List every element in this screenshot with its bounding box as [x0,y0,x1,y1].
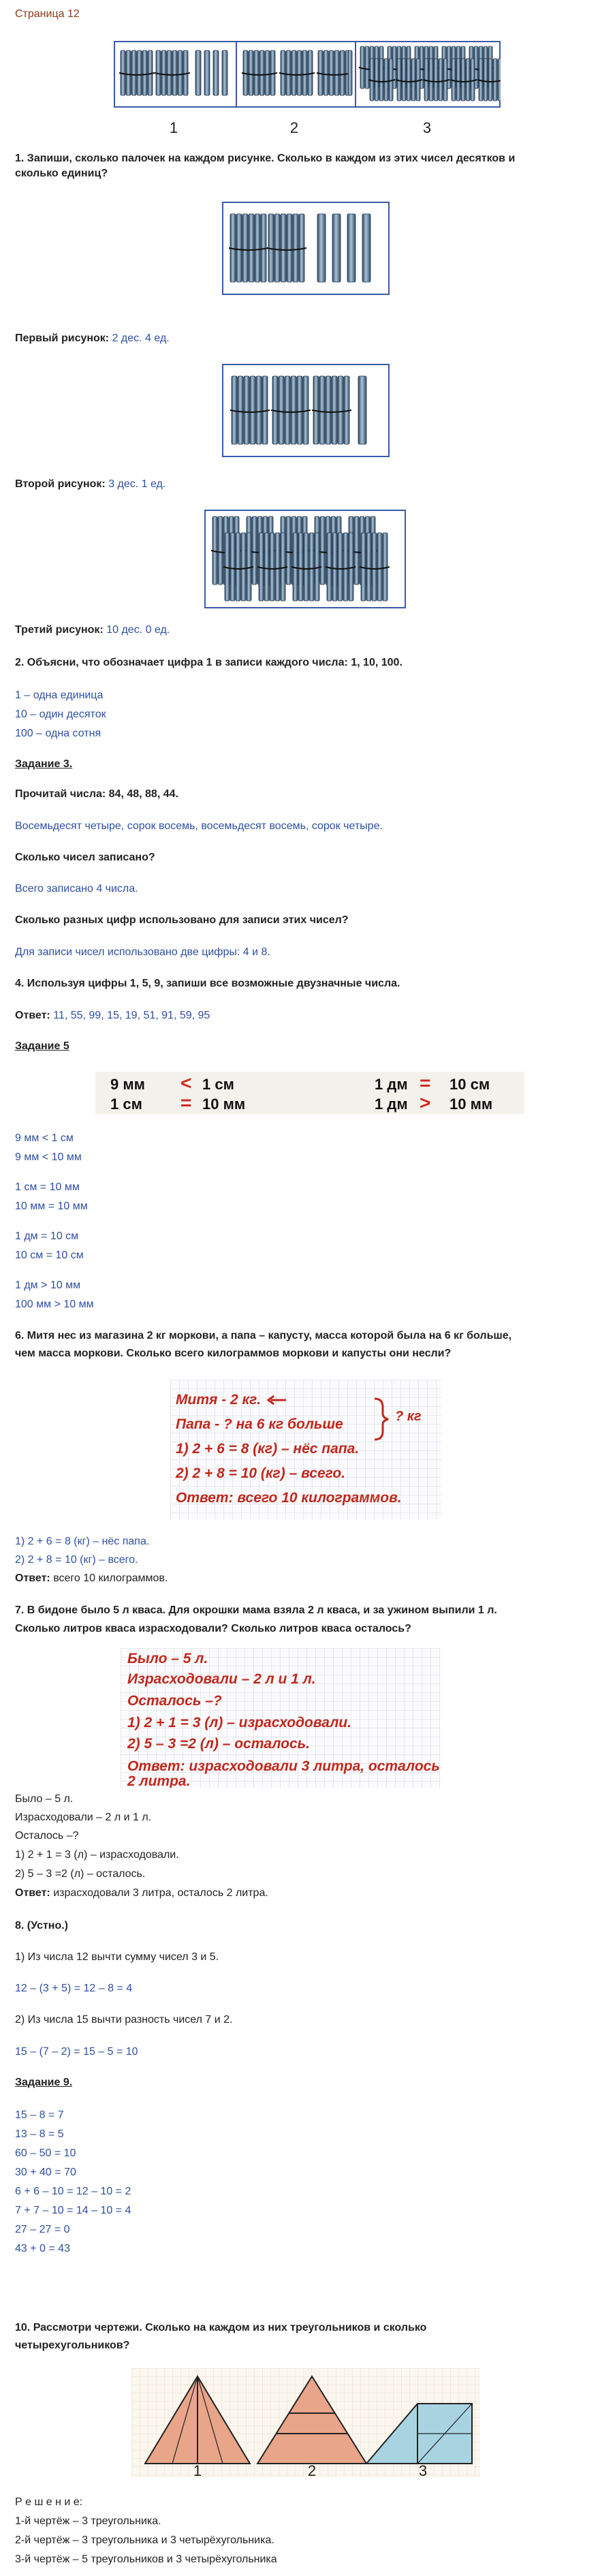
stick [297,50,302,95]
task8-q2: 2) Из числа 15 вычти разность чисел 7 и 2. [15,2014,233,2026]
t5-lt-op: < [180,1072,192,1093]
task9-title: Задание 9. [15,2077,73,2088]
task10-solution-2: 2-й чертёж – 3 треугольника и 3 четырёхугольника. [15,2534,274,2546]
stick [366,533,371,601]
task5-title: Задание 5 [15,1040,69,1052]
stick [434,59,438,101]
stick [320,516,325,585]
task5-answer-7: 1 дм > 10 мм [15,1279,81,1291]
task5-answer-3: 1 см = 10 мм [15,1181,80,1193]
stick [275,533,280,601]
stick [222,50,227,95]
task7-figure [121,1648,441,1788]
task3-a1: Восемьдесят четыре, сорок восемь, восемьдесят восемь, сорок четыре. [15,820,383,832]
task6-question-line2: чем масса моркови. Сколько всего килограммов моркови и капусты они несли? [15,1348,452,1359]
task1-answer-3: Третий рисунок: 10 дес. 0 ед. [15,624,170,636]
task3-q1: Прочитай числа: 84, 48, 88, 44. [15,788,178,800]
header-label-3: 3 [422,119,432,136]
task5-answer-2: 9 мм < 10 мм [15,1151,82,1163]
t5-rb-a: 1 дм [375,1096,408,1113]
stick [265,50,270,95]
stick [319,376,325,444]
stick [249,214,254,282]
task9-answer-5: 6 + 6 – 10 = 12 – 10 = 2 [15,2186,131,2197]
stick [252,516,257,585]
task5-answer-4: 10 мм = 10 мм [15,1200,88,1212]
t6-img-line-2: Папа - ? на 6 кг больше [176,1416,343,1432]
task6-solution-2: 2) 2 + 8 = 10 (кг) – всего. [15,1554,138,1566]
task7-solution-5: 2) 5 – 3 =2 (л) – осталось. [15,1868,146,1880]
stick [264,533,269,601]
task7-solution-3: Осталось –? [15,1830,79,1842]
stick [195,50,201,95]
task7-solution-4: 1) 2 + 1 = 3 (л) – израсходовали. [15,1849,179,1861]
t7-img-line-3: Осталось –? [127,1693,222,1709]
t6-img-line-1: Митя - 2 кг. [176,1392,261,1408]
stick [131,50,136,95]
task5-answer-8: 100 мм > 10 мм [15,1299,94,1310]
stick [302,50,307,95]
stick [332,533,337,601]
stick [126,50,131,95]
task9-answer-7: 27 – 27 = 0 [15,2224,70,2235]
stick [362,214,370,282]
t5-lt-a: 9 мм [110,1076,145,1093]
task7-question-line2: Сколько литров кваса израсходовали? Сколько литров кваса осталось? [15,1623,411,1634]
task3-a3: Для записи чисел использовано две цифры: 4 и 8. [15,946,270,958]
stick [389,59,393,101]
stick [254,50,259,95]
task1-question-line2: сколько единиц? [15,168,108,179]
stick [329,50,334,95]
stick [377,533,382,601]
task1-figure-1 [222,202,390,295]
fig10-label-3: 3 [418,2462,428,2477]
task1-answer-1: Первый рисунок: 2 дес. 4 ед. [15,332,170,344]
stick [407,59,411,101]
stick [259,50,264,95]
stick [375,59,379,101]
stick [332,376,337,444]
task6-answer: Ответ: всего 10 килограммов. [15,1572,168,1584]
task10-question-line2: четырехугольников? [15,2340,130,2351]
stick [236,533,240,601]
stick [286,50,291,95]
t5-rt-op: = [420,1072,431,1093]
t7-img-line-5: 2) 5 – 3 =2 (л) – осталось. [127,1736,310,1752]
task6-figure [170,1380,441,1519]
stick [484,59,488,101]
stick [172,50,177,95]
stick [340,50,345,95]
stick [285,376,290,444]
task5-answer-5: 1 дм = 10 см [15,1230,79,1242]
stick [443,59,447,101]
t5-rb-op: > [420,1092,431,1113]
stick [372,533,377,601]
stick [244,376,249,444]
t6-img-line-4: 2) 2 + 8 = 10 (кг) – всего. [176,1465,345,1481]
task7-answer: Ответ: израсходовали 3 литра, осталось 2 литра. [15,1887,268,1899]
stick [309,533,314,601]
stick [291,376,296,444]
stick [167,50,172,95]
t6-img-line-5: Ответ: всего 10 килограммов. [176,1490,402,1506]
task7-question-line1: 7. В бидоне было 5 л кваса. Для окрошки мама взяла 2 л кваса, и за ужином выпили 1 л. [15,1604,497,1616]
stick [137,50,142,95]
stick [213,50,219,95]
task10-solution-title: Р е ш е н и е: [15,2496,83,2508]
task9-answer-6: 7 + 7 – 10 = 14 – 10 = 4 [15,2205,131,2216]
task5-figure [95,1072,524,1114]
stick [287,214,292,282]
stick [230,533,235,601]
t7-img-line-4: 1) 2 + 1 = 3 (л) – израсходовали. [127,1715,351,1731]
task8-a1: 12 – (3 + 5) = 12 – 8 = 4 [15,1983,133,1994]
task5-answer-1: 9 мм < 1 см [15,1132,74,1144]
stick [379,59,383,101]
stick [324,50,328,95]
task2-question: 2. Объясни, что обозначает цифра 1 в записи каждого числа: 1, 10, 100. [15,657,403,668]
stick [304,533,309,601]
stick [178,50,183,95]
stick [250,376,255,444]
stick [236,214,242,282]
task3-title: Задание 3. [15,758,73,770]
task3-q2: Сколько чисел записано? [15,852,155,863]
stick [256,376,262,444]
stick [348,50,352,95]
t6-img-brace-label: ? кг [395,1409,422,1424]
stick [411,59,415,101]
stick [270,533,274,601]
task8-title: 8. (Устно.) [15,1920,69,1931]
task8-a2: 15 – (7 – 2) = 15 – 5 = 10 [15,2046,138,2058]
stick [334,50,339,95]
stick [326,376,331,444]
task9-answer-2: 13 – 8 = 5 [15,2128,64,2140]
stick [279,376,284,444]
task1-figure-2 [222,364,390,457]
t5-lb-a: 1 см [110,1096,142,1113]
stick [338,533,343,601]
stick [439,59,443,101]
stick [466,59,470,101]
task10-solution-3: 3-й чертёж – 5 треугольников и 3 четырёхугольника [15,2554,277,2565]
task6-solution-1: 1) 2 + 6 = 8 (кг) – нёс папа. [15,1536,150,1547]
task10-figure [131,2368,480,2477]
t5-lt-b: 1 см [202,1076,234,1093]
task1-answer-2: Второй рисунок: 3 дес. 1 ед. [15,478,166,490]
stick [286,516,291,585]
stick [291,50,296,95]
header-label-2: 2 [289,119,299,136]
stick [347,214,356,282]
stick [471,59,475,101]
task1-question-line1: 1. Запиши, сколько палочек на каждом рисунке. Сколько в каждом из этих чисел десятков и [15,153,516,164]
t7-img-line-1: Было – 5 л. [127,1651,208,1666]
task3-q3: Сколько разных цифр использовано для записи этих чисел? [15,914,349,926]
stick [161,50,166,95]
stick [281,214,286,282]
stick [249,50,253,95]
page-title: Страница 12 [15,8,80,20]
stick [354,516,359,585]
task9-answer-4: 30 + 40 = 70 [15,2167,76,2178]
task2-answer-1: 1 – одна единица [15,689,104,701]
task6-question-line1: 6. Митя нес из магазина 2 кг моркови, а папа – капусту, масса которой была на 6 кг больше, [15,1330,512,1341]
stick [238,376,243,444]
stick [274,214,280,282]
task9-answer-8: 43 + 0 = 43 [15,2243,70,2254]
task9-answer-1: 15 – 8 = 7 [15,2109,64,2121]
t5-rb-b: 10 мм [450,1096,493,1113]
task9-answer-3: 60 – 50 = 10 [15,2147,76,2159]
stick [204,50,210,95]
task10-solution-1: 1-й чертёж – 3 треугольника. [15,2515,161,2527]
stick [142,50,147,95]
task7-solution-2: Израсходовали – 2 л и 1 л. [15,1812,152,1823]
t5-rt-a: 1 дм [375,1076,408,1093]
stick [343,533,348,601]
stick [317,214,326,282]
fig10-label-1: 1 [193,2462,202,2477]
t5-lb-op: = [180,1092,192,1113]
header-sticks-figure [114,41,501,140]
task10-question-line1: 10. Рассмотри чертежи. Сколько на каждом из них треугольников и сколько [15,2322,427,2333]
stick [218,516,223,585]
task8-q1: 1) Из числа 12 вычти сумму чисел 3 и 5. [15,1951,219,1963]
stick [293,214,298,282]
stick [416,59,420,101]
task4-question: 4. Используя цифры 1, 5, 9, запиши все возможные двузначные числа. [15,978,400,989]
task2-answer-2: 10 – один десяток [15,709,106,720]
task5-answer-6: 10 см = 10 см [15,1250,84,1261]
task7-solution-1: Было – 5 л. [15,1793,74,1805]
stick [429,59,433,101]
stick [493,59,497,101]
stick [297,376,302,444]
stick [255,214,260,282]
task4-answer: Ответ: 11, 55, 99, 15, 19, 51, 91, 59, 95 [15,1010,210,1021]
task3-a2: Всего записано 4 числа. [15,883,138,895]
task1-figure-3 [204,510,406,608]
t7-img-line-7: 2 литра. [127,1773,191,1788]
t5-lb-b: 10 мм [202,1096,246,1113]
stick [241,533,246,601]
t6-img-line-3: 1) 2 + 6 = 8 (кг) – нёс папа. [176,1441,360,1457]
t7-img-line-6: Ответ: израсходовали 3 литра, осталось [127,1758,440,1774]
stick [488,59,492,101]
stick [365,46,369,89]
stick [384,59,388,101]
stick [338,376,343,444]
t7-img-line-2: Израсходовали – 2 л и 1 л. [127,1671,316,1687]
stick [358,376,366,444]
task2-answer-3: 100 – одна сотня [15,728,101,739]
t5-rt-b: 10 см [450,1076,490,1093]
header-label-1: 1 [169,119,178,136]
fig10-label-2: 2 [307,2462,317,2477]
stick [498,59,501,101]
stick [402,59,406,101]
stick [242,214,248,282]
stick [456,59,460,101]
stick [461,59,465,101]
stick [332,214,341,282]
stick [298,533,303,601]
